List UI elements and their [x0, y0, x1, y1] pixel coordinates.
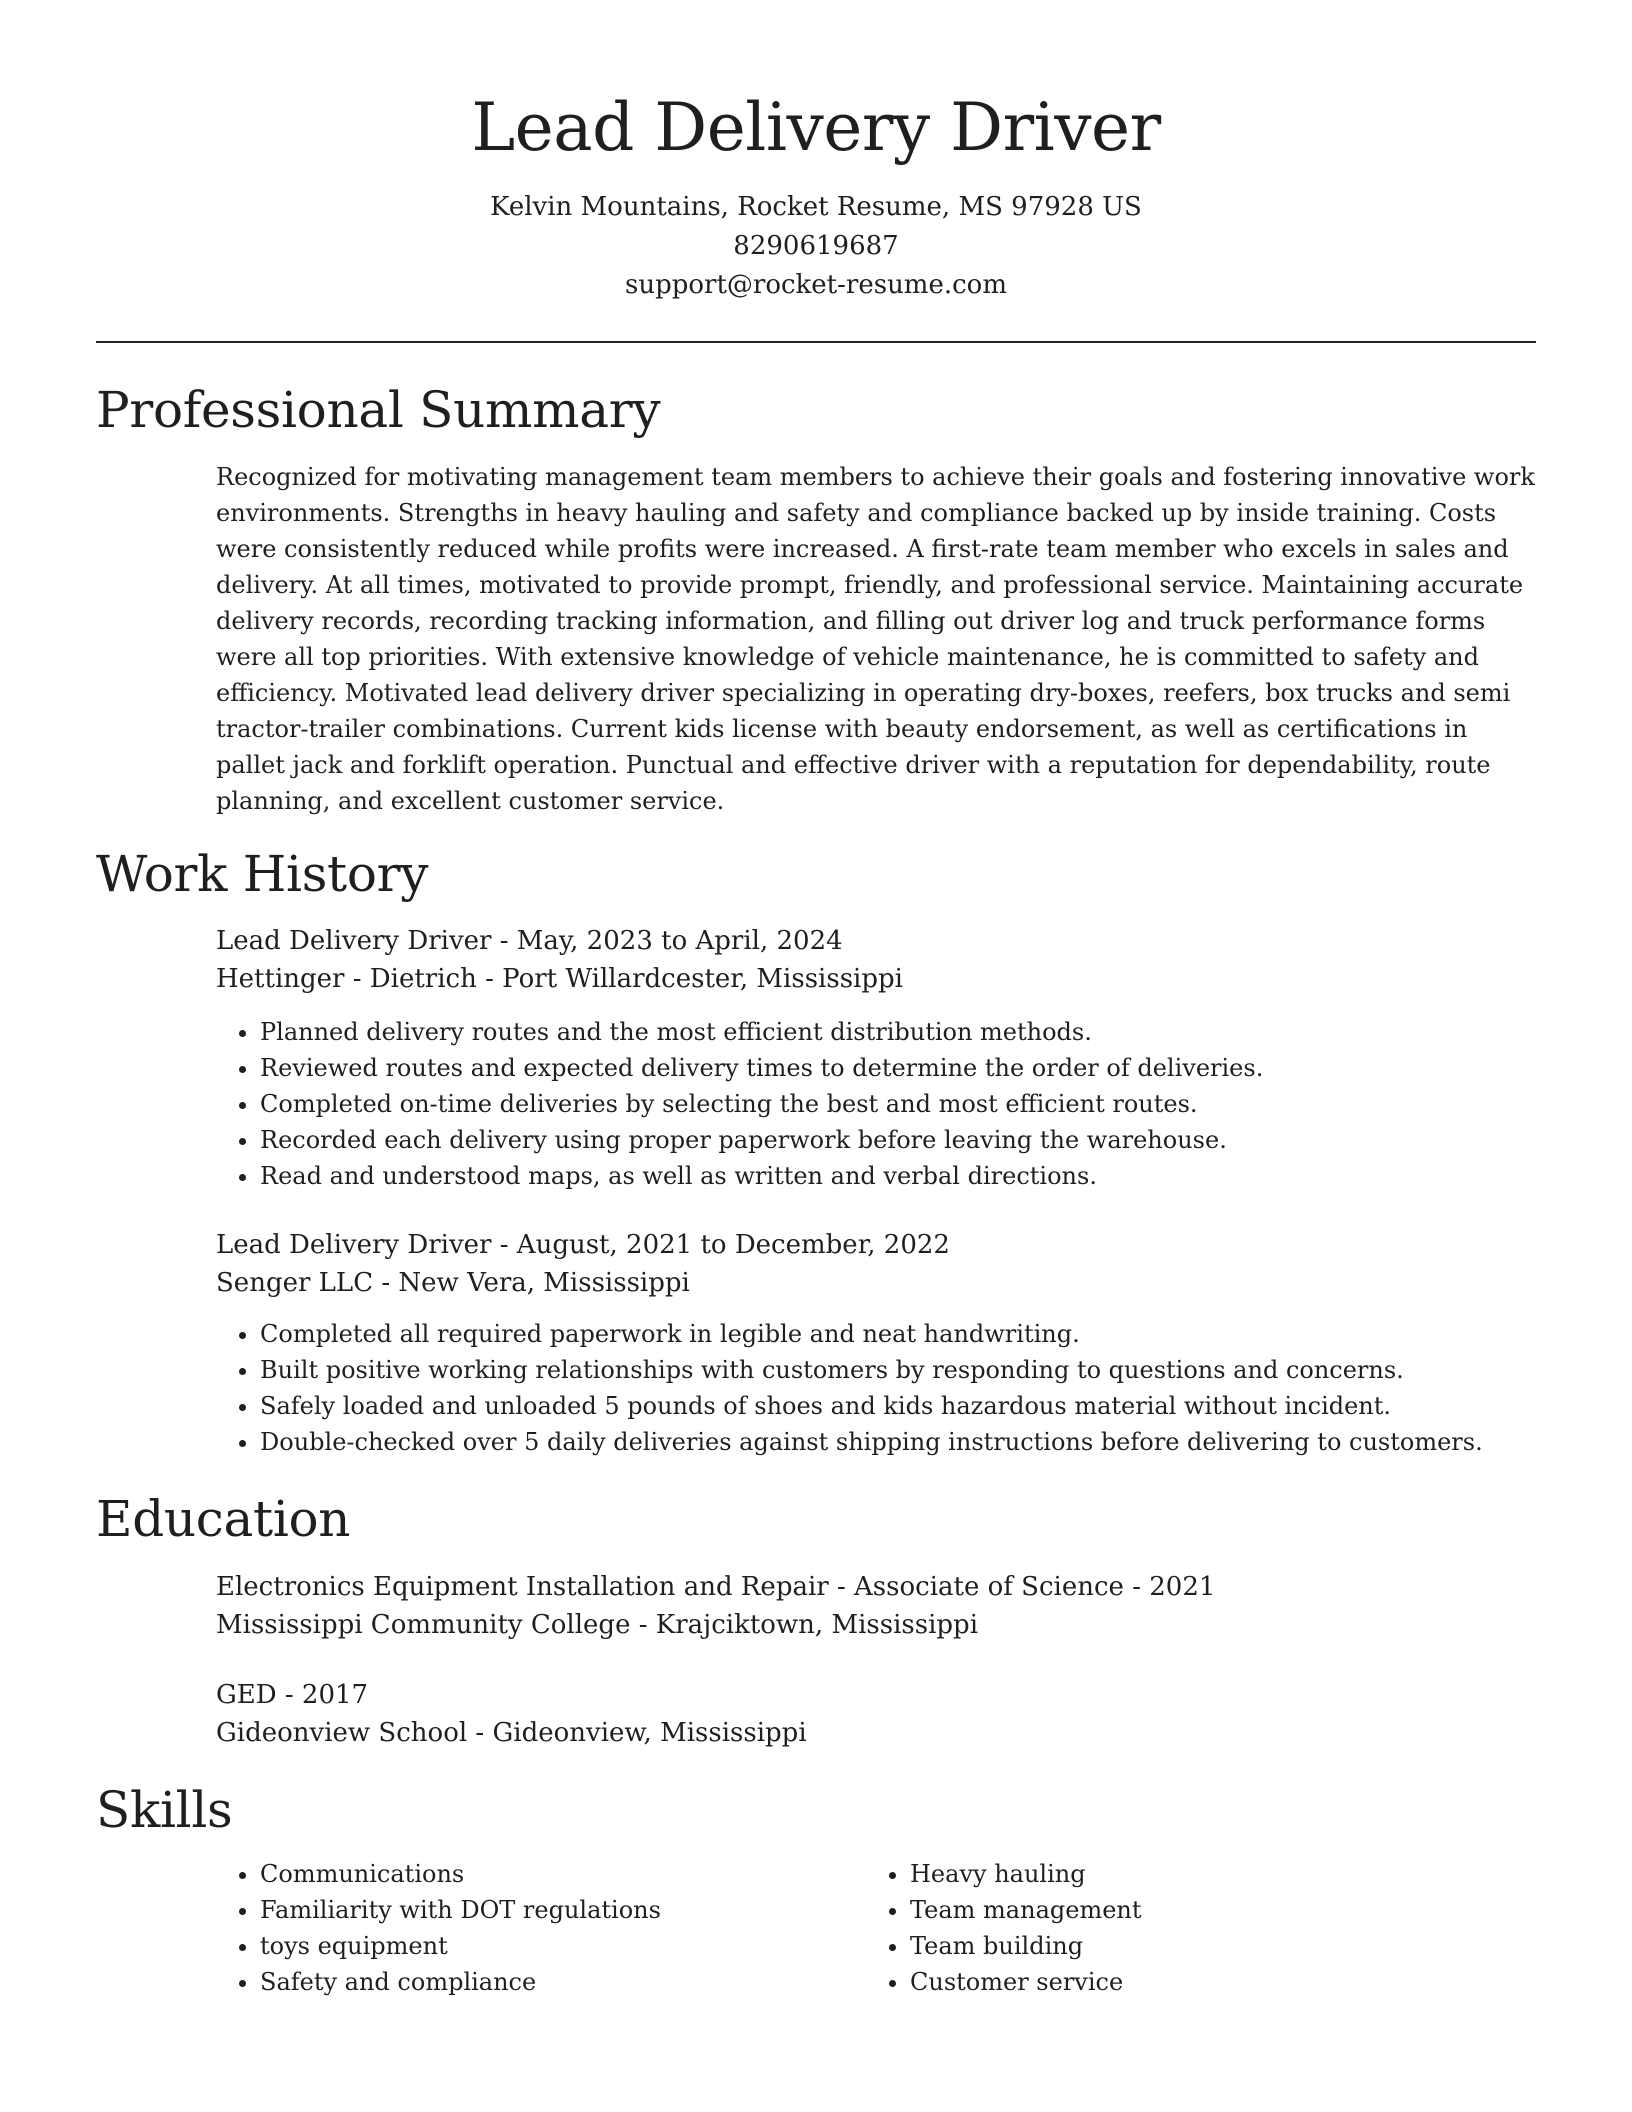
job-bullet: • Built positive working relationships with customers by responding to questions and concerns. [260, 1352, 1536, 1388]
job-bullet: • Completed on-time deliveries by selecting the best and most efficient routes. [260, 1086, 1536, 1122]
job-company: Hettinger - Dietrich [216, 964, 477, 994]
education-school-line [216, 1714, 1536, 1752]
education-entry [216, 1568, 1536, 1644]
header-divider [96, 341, 1536, 343]
skill-item: • Communications [260, 1856, 866, 1892]
education-year: - 2021 [1123, 1572, 1216, 1602]
contact-address: Kelvin Mountains, Rocket Resume, MS 97928 US [490, 192, 1142, 222]
job-bullet: • Double-checked over 5 daily deliveries against shipping instructions before delivering to customers. [260, 1424, 1536, 1460]
skills-column-left [216, 1856, 866, 2000]
job-company-line [216, 1264, 1536, 1302]
education-degree-line [216, 1568, 1536, 1606]
education-location: - Krajciktown, Mississippi [630, 1610, 979, 1640]
education-school: Mississippi Community College [216, 1610, 631, 1640]
summary-block [216, 459, 1536, 819]
job-position: Lead Delivery Driver [216, 1230, 492, 1260]
job-title-line [216, 1226, 1536, 1264]
resume-name: Lead Delivery Driver [471, 89, 1161, 166]
contact-email: support@rocket-resume.com [624, 270, 1007, 300]
education-degree: Electronics Equipment Installation and Repair - Associate of Science [216, 1572, 1124, 1602]
skill-item: • toys equipment [260, 1928, 866, 1964]
skill-item: • Familiarity with DOT regulations [260, 1892, 866, 1928]
skills-list [216, 1856, 1536, 2000]
education-location: - Gideonview, Mississippi [467, 1718, 807, 1748]
job-bullet: • Read and understood maps, as well as written and verbal directions. [260, 1158, 1536, 1194]
job-dates: - May, 2023 to April, 2024 [491, 926, 843, 956]
section-title-education: Education [96, 1490, 351, 1548]
job-bullets [216, 1316, 1536, 1460]
job-entry [216, 1226, 1536, 1460]
education-degree-line [216, 1676, 1536, 1714]
job-location: - Port Willardcester, Mississippi [476, 964, 903, 994]
skill-item: • Team building [910, 1928, 1516, 1964]
contact-info [96, 188, 1536, 305]
education-school: Gideonview School [216, 1718, 468, 1748]
skills-column-right [866, 1856, 1516, 2000]
section-title-skills: Skills [96, 1781, 233, 1839]
job-bullet: • Completed all required paperwork in legible and neat handwriting. [260, 1316, 1536, 1352]
job-bullet: • Planned delivery routes and the most efficient distribution methods. [260, 1014, 1536, 1050]
education-entry [216, 1676, 1536, 1752]
summary-text: Recognized for motivating management team members to achieve their goals and fostering innovative work environments. Strengths in heavy hauling and safety and compliance backed up by inside training. Costs were consistently reduced while profits were increased. A first-rate team member who excels in sales and delivery. At all times, motivated to provide prompt, friendly, and professional service. Maintaining accurate delivery records, recording tracking information, and filling out driver log and truck performance forms were all top priorities. With extensive knowledge of vehicle maintenance, he is committed to safety and efficiency. Motivated lead delivery driver specializing in operating dry-boxes, reefers, box trucks and semi tractor-trailer combinations. Current kids license with beauty endorsement, as well as certifications in pallet jack and forklift operation. Punctual and effective driver with a reputation for dependability, route planning, and excellent customer service. [216, 463, 1535, 815]
job-entry [216, 922, 1536, 1194]
section-title-work: Work History [96, 845, 429, 903]
skill-item: • Safety and compliance [260, 1964, 866, 2000]
skill-item: • Team management [910, 1892, 1516, 1928]
skill-item: • Customer service [910, 1964, 1516, 2000]
job-position: Lead Delivery Driver [216, 926, 492, 956]
education-school-line [216, 1606, 1536, 1644]
job-title-line [216, 922, 1536, 960]
education-year: - 2017 [276, 1680, 369, 1710]
education-degree: GED [216, 1680, 277, 1710]
job-bullet: • Safely loaded and unloaded 5 pounds of shoes and kids hazardous material without incident. [260, 1388, 1536, 1424]
skill-item: • Heavy hauling [910, 1856, 1516, 1892]
resume-header [96, 82, 1536, 305]
job-dates: - August, 2021 to December, 2022 [491, 1230, 950, 1260]
job-bullet: • Reviewed routes and expected delivery times to determine the order of deliveries. [260, 1050, 1536, 1086]
job-company-line [216, 960, 1536, 998]
job-company: Senger LLC [216, 1268, 374, 1298]
job-bullets [216, 1014, 1536, 1194]
job-location: - New Vera, Mississippi [373, 1268, 690, 1298]
section-title-summary: Professional Summary [96, 381, 661, 439]
job-bullet: • Recorded each delivery using proper paperwork before leaving the warehouse. [260, 1122, 1536, 1158]
contact-phone: 8290619687 [733, 231, 899, 261]
